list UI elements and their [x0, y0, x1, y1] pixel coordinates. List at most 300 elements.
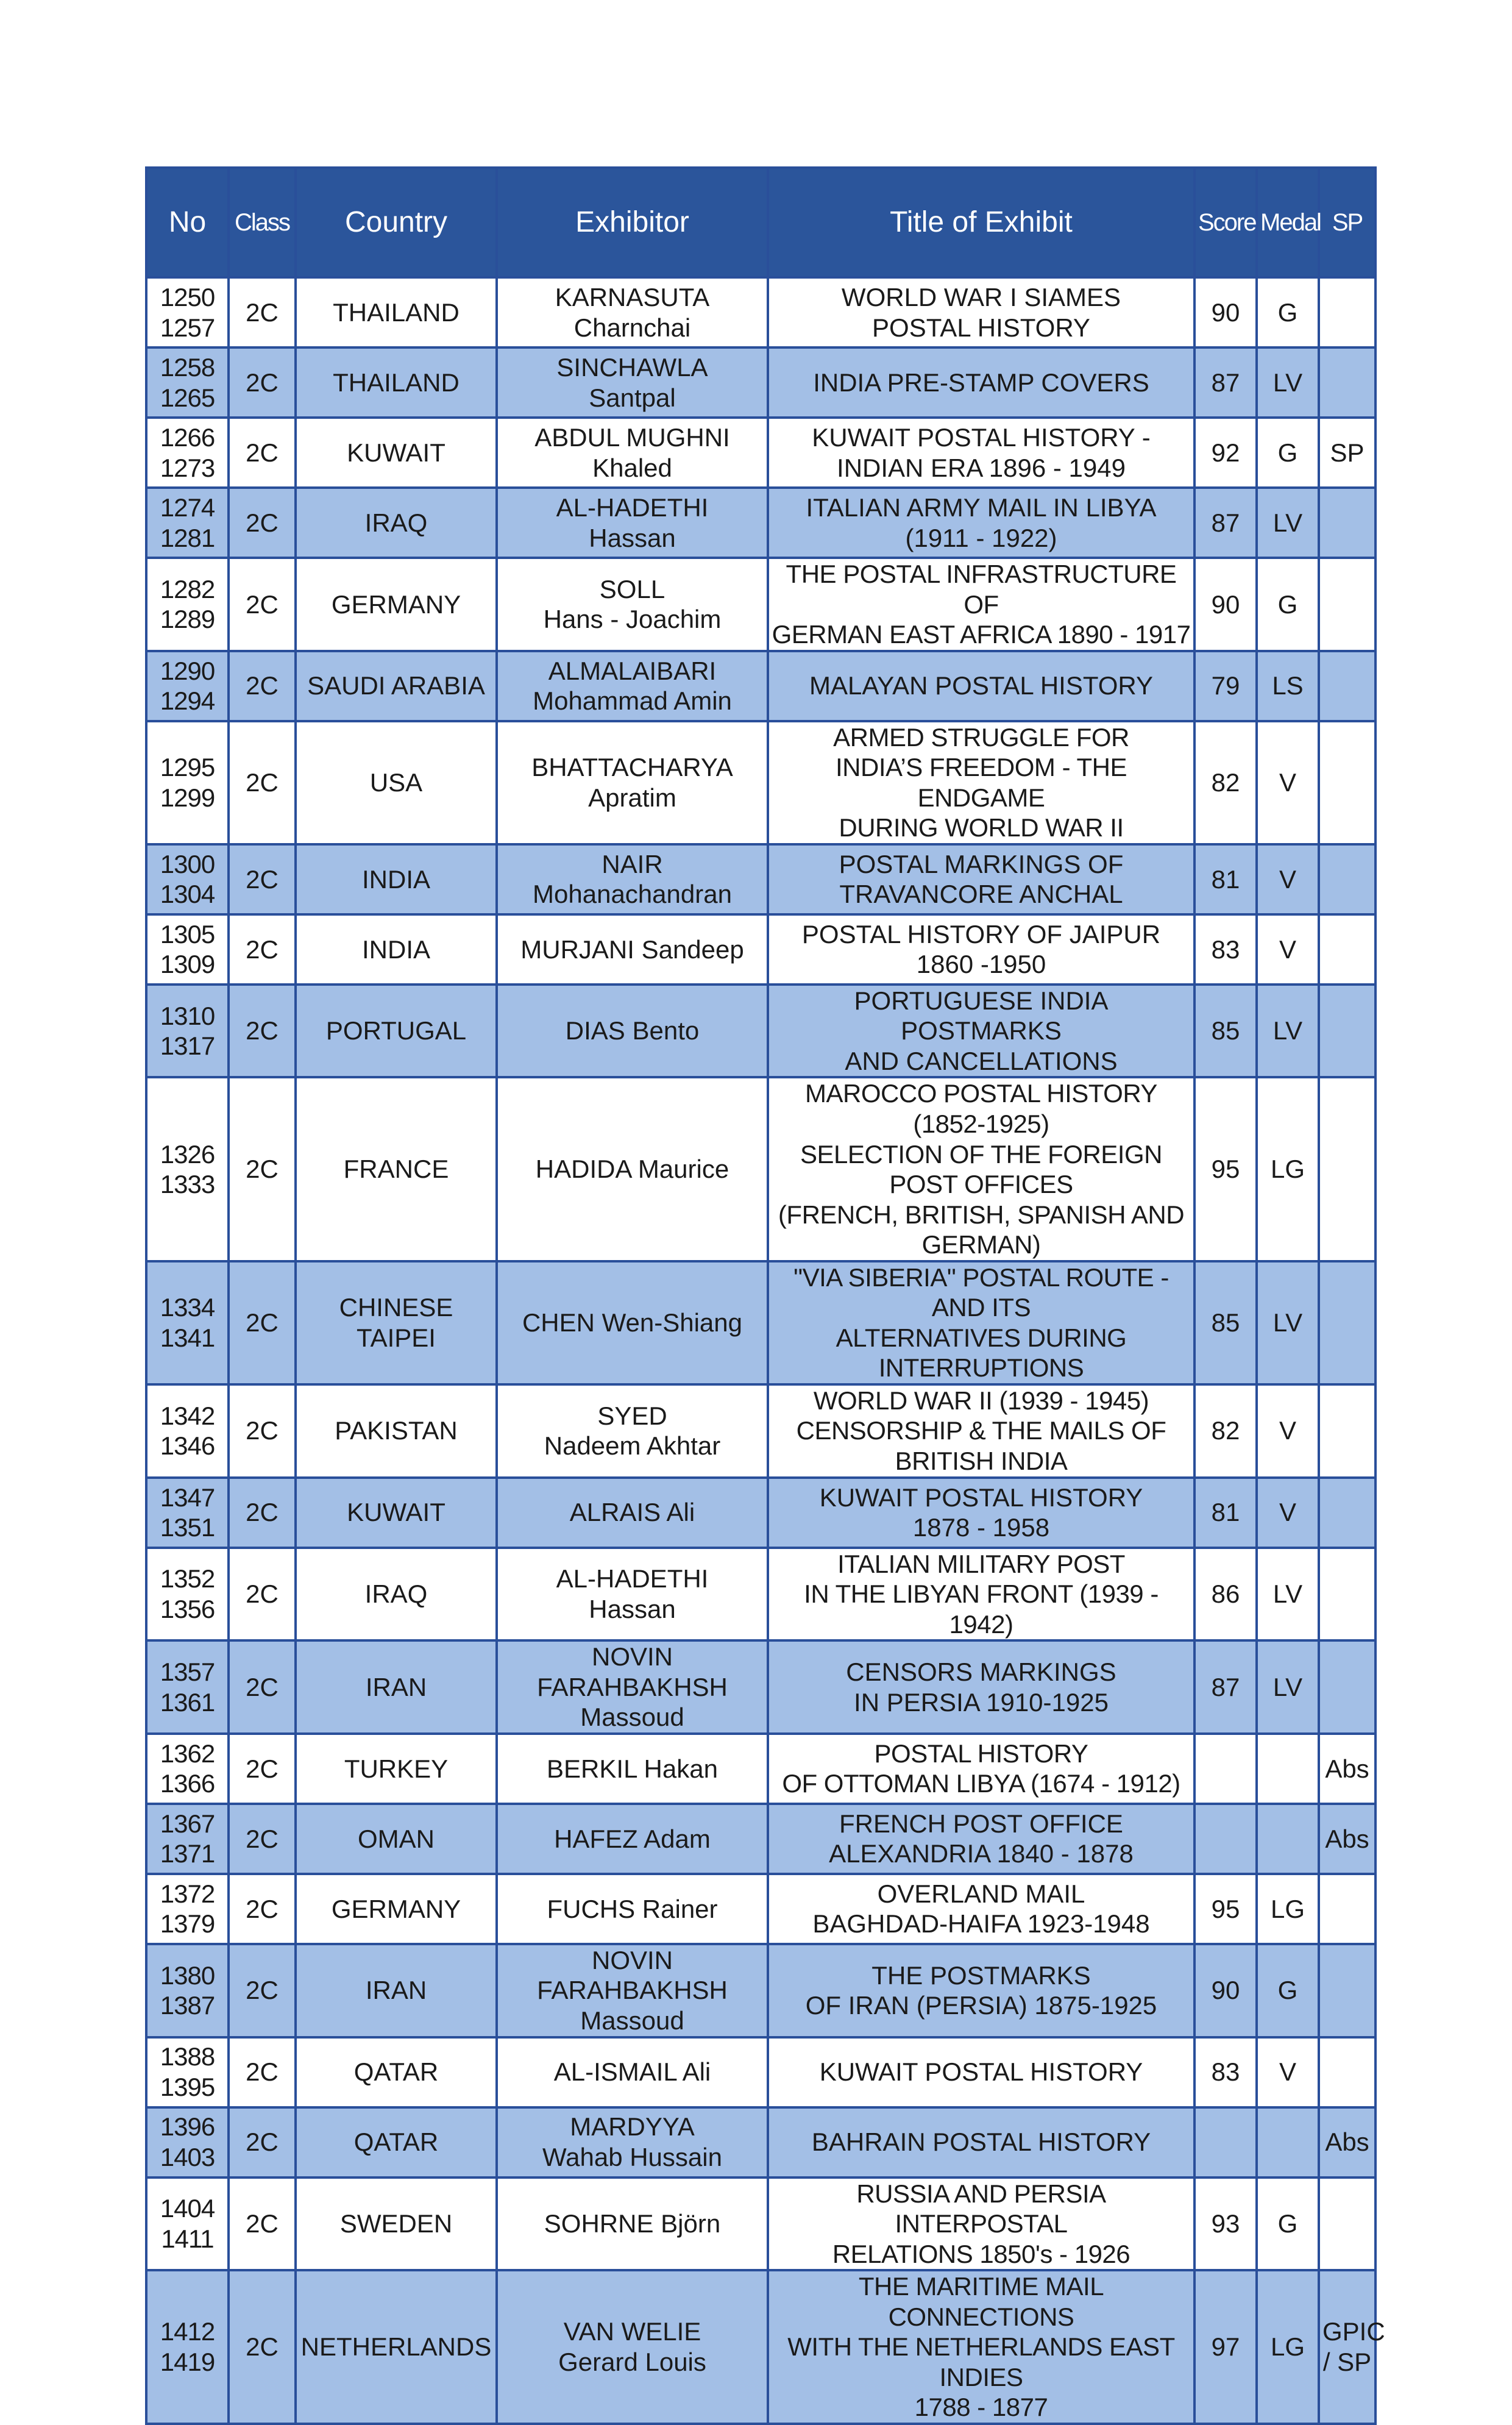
cell-country-line: SAUDI ARABIA — [307, 671, 485, 700]
cell-country — [296, 1478, 497, 1548]
table-row — [146, 2270, 1375, 2424]
cell-medal: LV — [1257, 1261, 1319, 1384]
cell-score: 83 — [1194, 2037, 1257, 2107]
cell-title-line: FRENCH POST OFFICE — [839, 1809, 1123, 1838]
cell-title — [768, 844, 1194, 914]
cell-country-line: INDIA — [361, 935, 430, 964]
cell-no — [146, 418, 229, 488]
cell-title-line: POSTAL HISTORY — [872, 313, 1090, 342]
cell-sp — [1319, 1640, 1375, 1734]
cell-class: 2C — [229, 2037, 296, 2107]
cell-title-line: KUWAIT POSTAL HISTORY — [819, 1483, 1143, 1512]
cell-title-line: ITALIAN ARMY MAIL IN LIBYA — [806, 493, 1157, 522]
table-row — [146, 1734, 1375, 1804]
cell-no — [146, 914, 229, 985]
cell-exhibitor-line: HAFEZ Adam — [554, 1824, 711, 1853]
cell-class: 2C — [229, 1077, 296, 1261]
cell-medal: LV — [1257, 488, 1319, 558]
cell-no-line: 1265 — [160, 383, 215, 412]
cell-sp — [1319, 1548, 1375, 1641]
cell-class: 2C — [229, 1804, 296, 1874]
cell-sp — [1319, 1478, 1375, 1548]
cell-no-line: 1300 — [160, 849, 215, 878]
cell-no — [146, 1874, 229, 1944]
cell-sp — [1319, 2178, 1375, 2271]
cell-exhibitor-line: NOVIN FARAHBAKHSH — [537, 1945, 728, 2005]
cell-exhibitor-line: Hassan — [589, 523, 676, 552]
cell-score: 79 — [1194, 651, 1257, 721]
header-class: Class — [229, 168, 296, 277]
table-row — [146, 721, 1375, 844]
cell-title-line: KUWAIT POSTAL HISTORY — [819, 2057, 1143, 2087]
cell-title-line: KUWAIT POSTAL HISTORY - — [812, 422, 1151, 452]
cell-medal: LV — [1257, 1640, 1319, 1734]
table-row — [146, 347, 1375, 418]
cell-exhibitor — [497, 985, 768, 1078]
cell-country — [296, 1548, 497, 1641]
cell-no-line: 1351 — [160, 1513, 215, 1542]
cell-no-line: 1366 — [160, 1769, 215, 1798]
cell-exhibitor — [497, 347, 768, 418]
cell-exhibitor-line: ABDUL MUGHNI — [534, 422, 730, 452]
header-country: Country — [296, 168, 497, 277]
cell-score: 85 — [1194, 985, 1257, 1078]
cell-no-line: 1310 — [160, 1001, 215, 1030]
cell-class: 2C — [229, 1734, 296, 1804]
cell-exhibitor-line: KARNASUTA — [555, 282, 710, 312]
cell-title-line: INDIAN ERA 1896 - 1949 — [837, 453, 1126, 482]
cell-exhibitor — [497, 1548, 768, 1641]
table-row — [146, 651, 1375, 721]
cell-exhibitor-line: Wahab Hussain — [542, 2143, 722, 2171]
cell-no-line: 1372 — [160, 1879, 215, 1908]
cell-title — [768, 1734, 1194, 1804]
cell-country — [296, 985, 497, 1078]
cell-sp — [1319, 1261, 1375, 1384]
cell-no-line: 1404 — [160, 2194, 215, 2223]
cell-no — [146, 985, 229, 1078]
cell-exhibitor — [497, 2270, 768, 2424]
cell-title-line: IN THE LIBYAN FRONT (1939 - 1942) — [804, 1579, 1159, 1639]
cell-no-line: 1367 — [160, 1809, 215, 1838]
cell-sp-line: Abs — [1325, 1754, 1369, 1783]
cell-class: 2C — [229, 488, 296, 558]
cell-title-line: IN PERSIA 1910-1925 — [854, 1687, 1109, 1717]
cell-score: 82 — [1194, 1384, 1257, 1478]
cell-country — [296, 1261, 497, 1384]
cell-exhibitor-line: CHEN Wen-Shiang — [522, 1308, 743, 1337]
cell-country-line: OMAN — [358, 1824, 435, 1853]
cell-score — [1194, 1734, 1257, 1804]
cell-sp — [1319, 985, 1375, 1078]
cell-title-line: (1911 - 1922) — [905, 523, 1057, 552]
cell-exhibitor-line: AL-ISMAIL Ali — [553, 2057, 711, 2087]
cell-exhibitor-line: Hans - Joachim — [543, 605, 722, 634]
cell-title-line: (FRENCH, BRITISH, SPANISH AND GERMAN) — [778, 1200, 1185, 1259]
cell-title — [768, 914, 1194, 985]
cell-score: 87 — [1194, 347, 1257, 418]
cell-country-line: IRAN — [365, 1672, 427, 1701]
cell-exhibitor-line: SYED — [597, 1401, 667, 1430]
cell-title-line: OF OTTOMAN LIBYA (1674 - 1912) — [782, 1769, 1180, 1798]
cell-exhibitor — [497, 558, 768, 651]
cell-exhibitor — [497, 1944, 768, 2037]
header-row — [146, 168, 1375, 277]
cell-medal: V — [1257, 914, 1319, 985]
cell-score: 85 — [1194, 1261, 1257, 1384]
cell-class: 2C — [229, 1548, 296, 1641]
cell-no-line: 1357 — [160, 1657, 215, 1686]
cell-title — [768, 985, 1194, 1078]
cell-no-line: 1294 — [160, 686, 215, 716]
cell-exhibitor-line: HADIDA Maurice — [535, 1155, 729, 1184]
table-row — [146, 1548, 1375, 1641]
cell-no — [146, 1548, 229, 1641]
cell-class: 2C — [229, 1944, 296, 2037]
cell-no — [146, 1944, 229, 2037]
cell-no — [146, 1478, 229, 1548]
cell-class: 2C — [229, 1384, 296, 1478]
header-score: Score — [1194, 168, 1257, 277]
cell-no-line: 1333 — [160, 1170, 215, 1199]
cell-no-line: 1356 — [160, 1594, 215, 1623]
cell-no — [146, 844, 229, 914]
cell-exhibitor-line: SOHRNE Björn — [544, 2209, 721, 2238]
cell-title-line: ALEXANDRIA 1840 - 1878 — [829, 1839, 1134, 1868]
cell-title-line: BAHRAIN POSTAL HISTORY — [811, 2128, 1151, 2157]
cell-no-line: 1250 — [160, 282, 215, 312]
cell-sp — [1319, 1734, 1375, 1804]
cell-exhibitor — [497, 651, 768, 721]
cell-score: 90 — [1194, 277, 1257, 347]
cell-exhibitor-line: Gerard Louis — [558, 2348, 706, 2376]
cell-no-line: 1371 — [160, 1839, 215, 1868]
cell-exhibitor — [497, 1384, 768, 1478]
cell-exhibitor-line: Apratim — [588, 783, 676, 812]
cell-class: 2C — [229, 1640, 296, 1734]
cell-country-line: TURKEY — [344, 1754, 449, 1783]
cell-medal: LV — [1257, 347, 1319, 418]
cell-country — [296, 347, 497, 418]
cell-country — [296, 1734, 497, 1804]
cell-exhibitor-line: NAIR — [602, 849, 663, 878]
cell-exhibitor-line: DIAS Bento — [565, 1016, 700, 1045]
cell-title — [768, 558, 1194, 651]
cell-title-line: GERMAN EAST AFRICA 1890 - 1917 — [772, 620, 1191, 649]
table-row — [146, 1261, 1375, 1384]
cell-title-line: OF IRAN (PERSIA) 1875-1925 — [805, 1991, 1157, 2020]
cell-exhibitor-line: Charnchai — [573, 313, 691, 342]
cell-country — [296, 1944, 497, 2037]
cell-country-line: IRAN — [365, 1976, 427, 2005]
cell-title — [768, 651, 1194, 721]
table-body — [146, 277, 1385, 2424]
cell-country-line: NETHERLANDS — [300, 2332, 492, 2362]
table-row — [146, 1640, 1375, 1734]
cell-score: 97 — [1194, 2270, 1257, 2424]
table-row — [146, 1944, 1375, 2037]
header-exhibitor: Exhibitor — [497, 168, 768, 277]
cell-no-line: 1258 — [160, 352, 215, 382]
cell-title-line: POSTAL HISTORY OF JAIPUR — [801, 919, 1161, 949]
table-row — [146, 1874, 1375, 1944]
cell-no-line: 1395 — [160, 2073, 215, 2101]
cell-country-line: QATAR — [353, 2057, 439, 2087]
cell-country — [296, 651, 497, 721]
cell-score: 90 — [1194, 1944, 1257, 2037]
cell-no — [146, 2270, 229, 2424]
cell-no — [146, 277, 229, 347]
cell-country-line: KUWAIT — [347, 438, 445, 467]
cell-country — [296, 1804, 497, 1874]
cell-no-line: 1419 — [160, 2348, 215, 2376]
cell-title-line: 1878 - 1958 — [912, 1513, 1050, 1542]
cell-title-line: DURING WORLD WAR II — [839, 813, 1124, 842]
cell-no — [146, 721, 229, 844]
cell-medal: LV — [1257, 985, 1319, 1078]
cell-exhibitor — [497, 2178, 768, 2271]
cell-sp — [1319, 558, 1375, 651]
cell-no — [146, 2037, 229, 2107]
cell-score: 86 — [1194, 1548, 1257, 1641]
cell-title — [768, 1261, 1194, 1384]
cell-class: 2C — [229, 558, 296, 651]
cell-country — [296, 277, 497, 347]
cell-no — [146, 1384, 229, 1478]
cell-exhibitor-line: Mohanachandran — [533, 880, 732, 909]
cell-score: 90 — [1194, 558, 1257, 651]
cell-title-line: WITH THE NETHERLANDS EAST INDIES — [787, 2332, 1175, 2391]
cell-score: 87 — [1194, 1640, 1257, 1734]
cell-country-line: THAILAND — [333, 368, 460, 397]
exhibit-results-table — [145, 166, 1385, 2425]
cell-exhibitor-line: FUCHS Rainer — [547, 1894, 718, 1923]
cell-exhibitor — [497, 2037, 768, 2107]
cell-exhibitor-line: ALMALAIBARI — [548, 656, 717, 685]
cell-sp — [1319, 2270, 1385, 2424]
cell-country — [296, 2107, 497, 2178]
cell-score — [1194, 1804, 1257, 1874]
table-row — [146, 418, 1375, 488]
cell-sp — [1319, 1077, 1375, 1261]
cell-country-line: GERMANY — [331, 1894, 461, 1923]
table-row — [146, 1804, 1375, 1874]
cell-no-line: 1326 — [160, 1139, 215, 1169]
table-header — [146, 168, 1375, 277]
cell-no-line: 1304 — [160, 880, 215, 909]
cell-exhibitor — [497, 1261, 768, 1384]
cell-score: 93 — [1194, 2178, 1257, 2271]
cell-title-line: CENSORSHIP & THE MAILS OF BRITISH INDIA — [796, 1416, 1166, 1476]
cell-medal: G — [1257, 558, 1319, 651]
cell-no-line: 1281 — [160, 523, 215, 552]
cell-medal: LS — [1257, 651, 1319, 721]
cell-exhibitor — [497, 1077, 768, 1261]
cell-no-line: 1396 — [160, 2112, 215, 2142]
table-row — [146, 1384, 1375, 1478]
cell-class: 2C — [229, 844, 296, 914]
cell-exhibitor-line: Santpal — [589, 383, 676, 412]
cell-no-line: 1257 — [160, 313, 215, 342]
cell-title — [768, 488, 1194, 558]
cell-medal: LG — [1257, 1874, 1319, 1944]
cell-exhibitor-line: Nadeem Akhtar — [544, 1431, 721, 1461]
cell-sp — [1319, 651, 1375, 721]
cell-title-line: ALTERNATIVES DURING INTERRUPTIONS — [836, 1323, 1127, 1383]
cell-title — [768, 2037, 1194, 2107]
table-row — [146, 277, 1375, 347]
cell-exhibitor-line: AL-HADETHI — [556, 1564, 709, 1594]
cell-exhibitor — [497, 1734, 768, 1804]
cell-title — [768, 418, 1194, 488]
cell-score: 83 — [1194, 914, 1257, 985]
cell-title-line: PORTUGUESE INDIA POSTMARKS — [854, 986, 1109, 1045]
cell-country-line: GERMANY — [331, 589, 461, 619]
cell-no — [146, 1804, 229, 1874]
cell-title — [768, 2270, 1194, 2424]
cell-medal: LG — [1257, 2270, 1319, 2424]
cell-title-line: OVERLAND MAIL — [877, 1879, 1085, 1908]
cell-country — [296, 2178, 497, 2271]
cell-exhibitor-line: Massoud — [580, 1703, 684, 1732]
cell-country — [296, 418, 497, 488]
cell-class: 2C — [229, 418, 296, 488]
cell-sp — [1319, 914, 1375, 985]
cell-no-line: 1273 — [160, 453, 215, 482]
cell-title-line: TRAVANCORE ANCHAL — [839, 880, 1123, 909]
cell-no-line: 1282 — [160, 574, 215, 604]
cell-class: 2C — [229, 1261, 296, 1384]
cell-exhibitor — [497, 721, 768, 844]
cell-title-line: BAGHDAD-HAIFA 1923-1948 — [812, 1909, 1150, 1939]
cell-title — [768, 2178, 1194, 2271]
cell-medal — [1257, 1804, 1319, 1874]
cell-class: 2C — [229, 1874, 296, 1944]
cell-no — [146, 1640, 229, 1734]
cell-country — [296, 488, 497, 558]
cell-country-line: TAIPEI — [357, 1323, 436, 1352]
cell-no-line: 1266 — [160, 422, 215, 452]
cell-exhibitor-line: Hassan — [589, 1594, 676, 1623]
cell-country-line: USA — [369, 767, 423, 797]
cell-sp — [1319, 1874, 1375, 1944]
cell-class: 2C — [229, 347, 296, 418]
cell-no-line: 1388 — [160, 2042, 215, 2071]
cell-medal: LV — [1257, 1548, 1319, 1641]
cell-no — [146, 1261, 229, 1384]
cell-sp — [1319, 2037, 1375, 2107]
cell-exhibitor — [497, 914, 768, 985]
cell-no-line: 1403 — [160, 2143, 215, 2171]
cell-title-line: CENSORS MARKINGS — [846, 1657, 1116, 1686]
cell-country-line: QATAR — [353, 2128, 439, 2157]
cell-title — [768, 1640, 1194, 1734]
cell-class: 2C — [229, 2270, 296, 2424]
cell-title-line: POSTAL MARKINGS OF — [839, 849, 1124, 878]
cell-no-line: 1334 — [160, 1293, 215, 1322]
cell-exhibitor-line: AL-HADETHI — [556, 493, 709, 522]
cell-no-line: 1361 — [160, 1687, 215, 1717]
cell-exhibitor-line: Mohammad Amin — [533, 686, 732, 716]
table-row — [146, 2037, 1375, 2107]
cell-title-line: POSTAL HISTORY — [874, 1739, 1088, 1768]
cell-title-line: WORLD WAR I SIAMES — [841, 282, 1121, 312]
cell-title — [768, 1944, 1194, 2037]
cell-exhibitor — [497, 488, 768, 558]
cell-medal — [1257, 2107, 1319, 2178]
cell-no — [146, 488, 229, 558]
cell-country-line: IRAQ — [364, 1579, 428, 1609]
cell-class: 2C — [229, 2107, 296, 2178]
cell-no-line: 1347 — [160, 1483, 215, 1512]
cell-title — [768, 347, 1194, 418]
cell-country-line: PAKISTAN — [335, 1416, 458, 1445]
cell-no — [146, 651, 229, 721]
cell-no-line: 1274 — [160, 493, 215, 522]
cell-class: 2C — [229, 985, 296, 1078]
cell-sp — [1319, 1944, 1375, 2037]
cell-sp — [1319, 277, 1375, 347]
cell-country-line: SWEDEN — [339, 2209, 453, 2238]
cell-sp-line: GPIC — [1322, 2317, 1385, 2346]
cell-exhibitor-line: NOVIN FARAHBAKHSH — [537, 1642, 728, 1701]
cell-exhibitor-line: BERKIL Hakan — [547, 1754, 718, 1783]
cell-score: 92 — [1194, 418, 1257, 488]
cell-no-line: 1380 — [160, 1960, 215, 1990]
cell-title-line: THE POSTAL INFRASTRUCTURE OF — [786, 560, 1177, 619]
cell-sp-line: Abs — [1325, 2128, 1369, 2157]
cell-no-line: 1362 — [160, 1739, 215, 1768]
cell-no-line: 1289 — [160, 605, 215, 634]
cell-exhibitor — [497, 277, 768, 347]
cell-title — [768, 1804, 1194, 1874]
cell-exhibitor — [497, 418, 768, 488]
cell-medal: V — [1257, 721, 1319, 844]
cell-no-line: 1290 — [160, 656, 215, 685]
header-title: Title of Exhibit — [768, 168, 1194, 277]
cell-exhibitor-line: Massoud — [580, 2006, 684, 2035]
cell-no-line: 1352 — [160, 1564, 215, 1594]
cell-country-line: THAILAND — [333, 297, 460, 327]
cell-sp — [1319, 721, 1375, 844]
cell-no-line: 1309 — [160, 950, 215, 979]
cell-sp-line: Abs — [1325, 1824, 1369, 1853]
cell-title — [768, 1874, 1194, 1944]
cell-score: 81 — [1194, 1478, 1257, 1548]
cell-exhibitor — [497, 1804, 768, 1874]
cell-exhibitor-line: VAN WELIE — [563, 2317, 701, 2346]
cell-sp — [1319, 418, 1375, 488]
cell-class: 2C — [229, 914, 296, 985]
cell-title-line: AND CANCELLATIONS — [845, 1046, 1118, 1075]
cell-medal: LG — [1257, 1077, 1319, 1261]
cell-country-line: KUWAIT — [347, 1498, 445, 1527]
cell-no-line: 1342 — [160, 1401, 215, 1430]
cell-country — [296, 1874, 497, 1944]
cell-no — [146, 558, 229, 651]
cell-title-line: "VIA SIBERIA" POSTAL ROUTE - AND ITS — [793, 1262, 1169, 1322]
cell-class: 2C — [229, 2178, 296, 2271]
cell-country-line: FRANCE — [343, 1155, 449, 1184]
cell-score: 95 — [1194, 1874, 1257, 1944]
cell-country — [296, 721, 497, 844]
cell-no-line: 1341 — [160, 1323, 215, 1352]
cell-sp — [1319, 488, 1375, 558]
cell-title-line: RELATIONS 1850's - 1926 — [832, 2239, 1130, 2268]
cell-exhibitor — [497, 2107, 768, 2178]
cell-no-line: 1299 — [160, 783, 215, 812]
cell-medal: G — [1257, 2178, 1319, 2271]
